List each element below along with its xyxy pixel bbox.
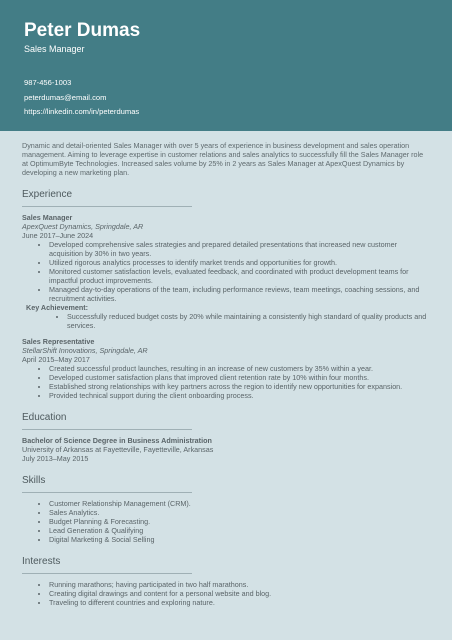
skill-item: • Sales Analytics. <box>49 508 430 517</box>
job-company: StellarShift Innovations, Springdale, AR <box>22 346 148 355</box>
interest-item: • Creating digital drawings and content for a personal website and blog. <box>49 589 430 598</box>
section-heading-skills: Skills <box>22 475 46 486</box>
job-company: ApexQuest Dynamics, Springdale, AR <box>22 222 144 231</box>
education-dates: July 2013–May 2015 <box>22 454 89 463</box>
job-title: Sales Representative <box>22 337 95 346</box>
achievement-bullet: • Successfully reduced budget costs by 20% while maintaining a consistently high standard of quality products and services. <box>67 312 430 330</box>
skill-item: • Customer Relationship Management (CRM). <box>49 499 430 508</box>
achievement-bullets <box>22 312 430 330</box>
professional-summary: Dynamic and detail-oriented Sales Manager with over 5 years of experience in business development and sales operation management. Aiming to leverage expertise in customer relations and sales analytics to successfully fill the Sales Manager role at OptimumByte Technologies. Increased sales volume by 25% in 2 years as Sales Manager at ApexQuest Dynamics by developing a new marketing plan. <box>22 141 424 177</box>
degree-name: Bachelor of Science Degree in Business Administration <box>22 436 212 445</box>
interests-list <box>22 580 430 607</box>
job-bullet: • Developed comprehensive sales strategies and prepared detailed presentations that increased new customer acquisition by 30% in two years. <box>49 240 430 258</box>
contact-info <box>24 76 452 120</box>
skill-item: • Digital Marketing & Social Selling <box>49 535 430 544</box>
email-address[interactable]: peterdumas@email.com <box>24 92 107 102</box>
job-bullet: • Established strong relationships with key partners across the region to identify new opportunities for expansion. <box>49 382 430 391</box>
key-achievement-label: Key Achievement: <box>26 303 89 312</box>
candidate-title: Sales Manager <box>24 44 85 54</box>
job-bullet: • Monitored customer satisfaction levels, evaluated feedback, and coordinated with product development teams for impactful product improvements. <box>49 267 430 285</box>
job-bullets <box>22 240 430 303</box>
skills-list <box>22 499 430 544</box>
section-divider <box>22 573 192 574</box>
candidate-name: Peter Dumas <box>24 20 141 41</box>
job-bullet: • Provided technical support during the client onboarding process. <box>49 391 430 400</box>
section-heading-experience: Experience <box>22 189 73 200</box>
job-dates: June 2017–June 2024 <box>22 231 94 240</box>
job-bullet: • Managed day-to-day operations of the team, including performance reviews, team meetings, coaching sessions, and recruitment activities. <box>49 285 430 303</box>
job-title: Sales Manager <box>22 213 73 222</box>
interest-item: • Running marathons; having participated in two half marathons. <box>49 580 430 589</box>
section-divider <box>22 429 192 430</box>
job-bullets <box>22 364 430 400</box>
section-divider <box>22 492 192 493</box>
job-entry <box>22 337 430 400</box>
linkedin-link[interactable]: https://linkedin.com/in/peterdumas <box>24 107 140 116</box>
job-bullet: • Created successful product launches, resulting in an increase of new customers by 35% within a year. <box>49 364 430 373</box>
phone-number: 987-456-1003 <box>24 78 72 87</box>
education-entry <box>22 436 430 463</box>
section-divider <box>22 206 192 207</box>
section-heading-education: Education <box>22 412 67 423</box>
interest-item: • Traveling to different countries and exploring nature. <box>49 598 430 607</box>
school-name: University of Arkansas at Fayetteville, Fayetteville, Arkansas <box>22 445 214 454</box>
job-dates: April 2015–May 2017 <box>22 355 90 364</box>
job-entry <box>22 213 430 330</box>
skill-item: • Lead Generation & Qualifying <box>49 526 430 535</box>
job-bullet: • Utilized rigorous analytics processes to identify market trends and opportunities for growth. <box>49 258 430 267</box>
skill-item: • Budget Planning & Forecasting. <box>49 517 430 526</box>
section-heading-interests: Interests <box>22 556 61 567</box>
resume-header <box>0 0 452 131</box>
resume-body <box>0 131 452 607</box>
job-bullet: • Developed customer satisfaction plans that improved client retention rate by 10% within four months. <box>49 373 430 382</box>
